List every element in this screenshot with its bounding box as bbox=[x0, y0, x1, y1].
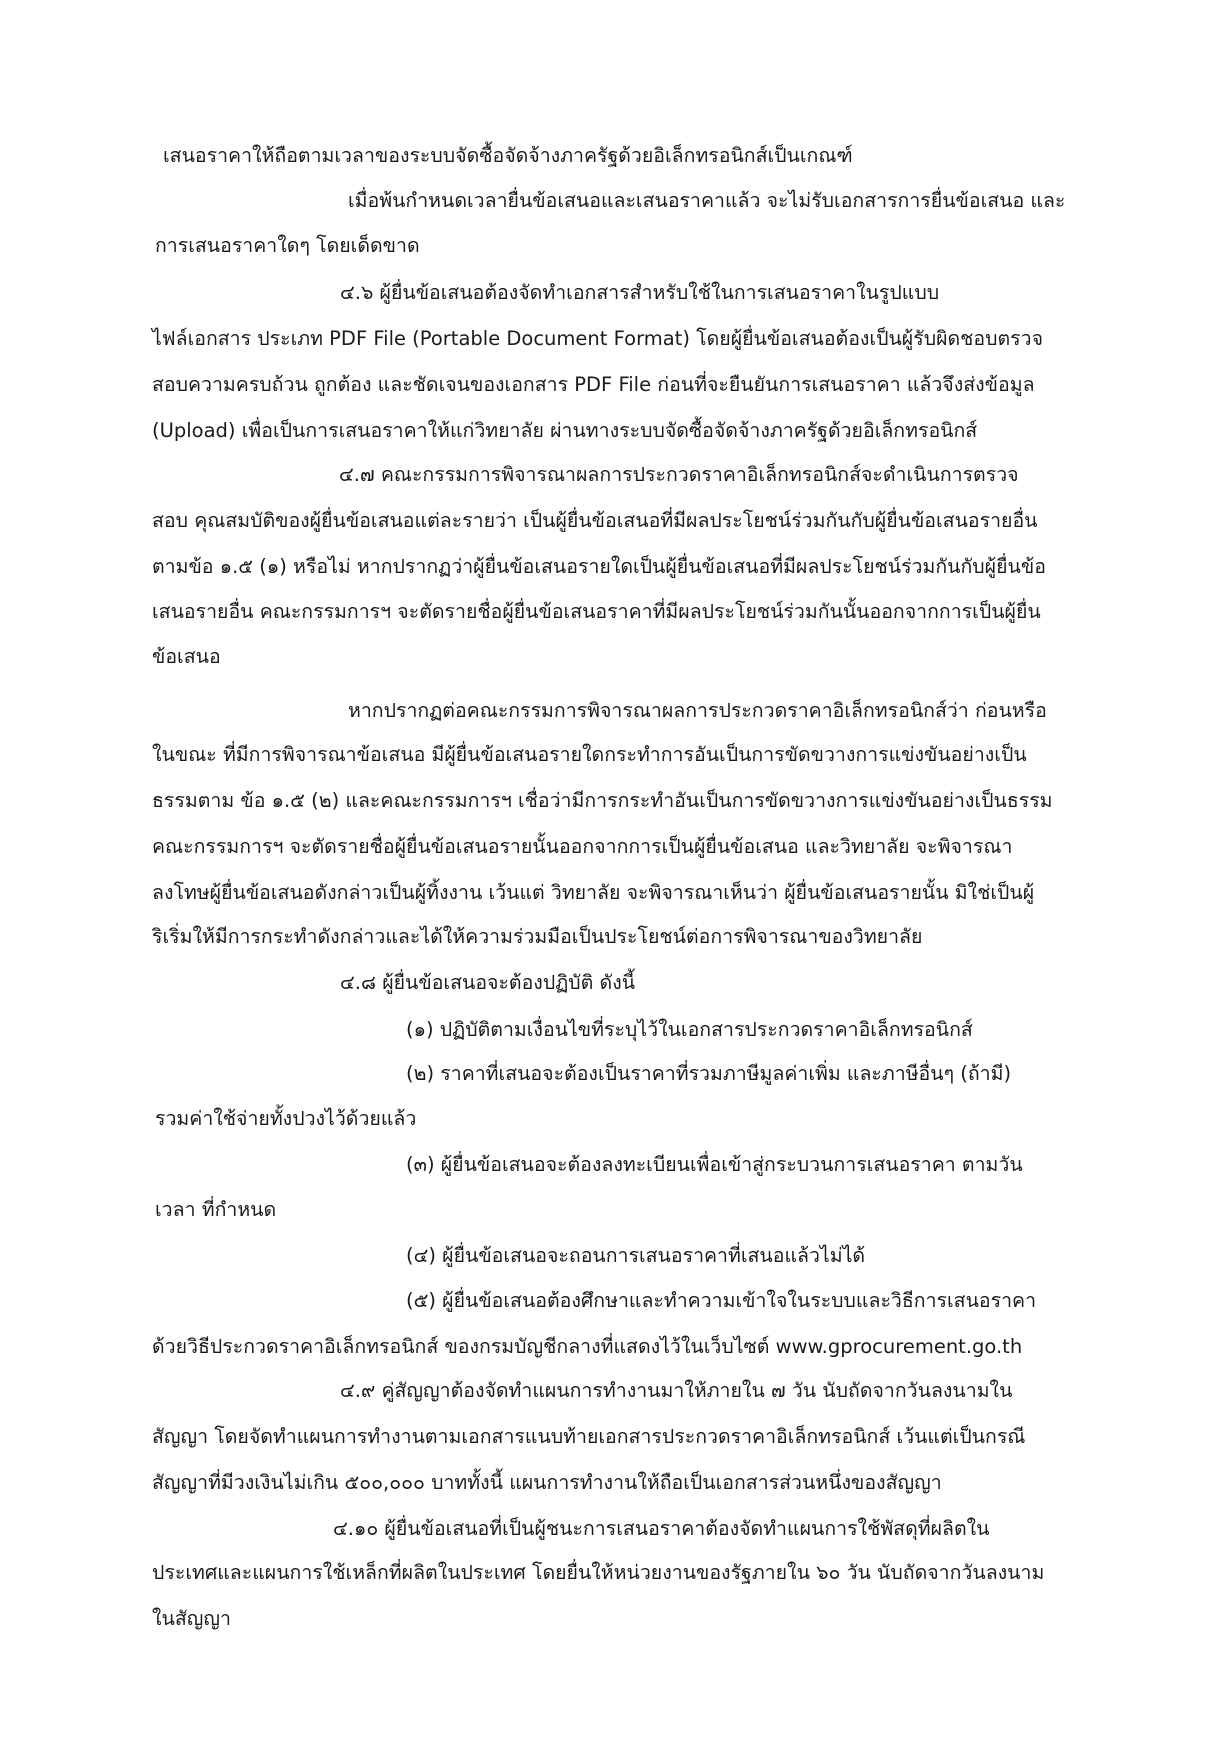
text-line: คณะกรรมการฯ จะตัดรายชื่อผู้ยื่นข้อเสนอรายนั้นออกจากการเป็นผู้ยื่นข้อเสนอ และวิทยาลัย จะพิจารณา bbox=[152, 835, 1013, 858]
text-line: ธรรมตาม ข้อ ๑.๕ (๒) และคณะกรรมการฯ เชื่อว่ามีการกระทำอันเป็นการขัดขวางการแข่งขันอย่างเป็นธรรม bbox=[152, 789, 1053, 812]
text-line: ในขณะ ที่มีการพิจารณาข้อเสนอ มีผู้ยื่นข้อเสนอรายใดกระทำการอันเป็นการขัดขวางการแข่งขันอย่างเป็น bbox=[152, 743, 1027, 766]
text-line: ด้วยวิธีประกวดราคาอิเล็กทรอนิกส์ ของกรมบัญชีกลางที่แสดงไว้ในเว็บไซต์ www.gprocurement.go.th bbox=[152, 1335, 1023, 1358]
text-line: (๕) ผู้ยื่นข้อเสนอต้องศึกษาและทำความเข้าใจในระบบและวิธีการเสนอราคา bbox=[406, 1289, 1037, 1312]
text-line: หากปรากฏต่อคณะกรรมการพิจารณาผลการประกวดราคาอิเล็กทรอนิกส์ว่า ก่อนหรือ bbox=[348, 699, 1047, 722]
text-line: ประเทศและแผนการใช้เหล็กที่ผลิตในประเทศ โดยยื่นให้หน่วยงานของรัฐภายใน ๖๐ วัน นับถัดจากวันลงนาม bbox=[152, 1561, 1045, 1584]
text-line: (๒) ราคาที่เสนอจะต้องเป็นราคาที่รวมภาษีมูลค่าเพิ่ม และภาษีอื่นๆ (ถ้ามี) bbox=[406, 1062, 1012, 1085]
text-line: ในสัญญา bbox=[152, 1607, 231, 1630]
text-line: เวลา ที่กำหนด bbox=[155, 1198, 277, 1221]
text-line: สัญญา โดยจัดทำแผนการทำงานตามเอกสารแนบท้ายเอกสารประกวดราคาอิเล็กทรอนิกส์ เว้นแต่เป็นกรณี bbox=[152, 1425, 1026, 1448]
text-line: การเสนอราคาใดๆ โดยเด็ดขาด bbox=[155, 234, 420, 257]
text-line: สัญญาที่มีวงเงินไม่เกิน ๕๐๐,๐๐๐ บาททั้งนี้ แผนการทำงานให้ถือเป็นเอกสารส่วนหนึ่งของสัญญา bbox=[152, 1471, 942, 1494]
text-line: (๑) ปฏิบัติตามเงื่อนไขที่ระบุไว้ในเอกสารประกวดราคาอิเล็กทรอนิกส์ bbox=[406, 1018, 973, 1041]
text-line: เมื่อพ้นกำหนดเวลายื่นข้อเสนอและเสนอราคาแล้ว จะไม่รับเอกสารการยื่นข้อเสนอ และ bbox=[348, 189, 1066, 212]
text-line: ตามข้อ ๑.๕ (๑) หรือไม่ หากปรากฏว่าผู้ยื่นข้อเสนอรายใดเป็นผู้ยื่นข้อเสนอที่มีผลประโยชน์ร่วมกันกับผู้ยื่นข้อ bbox=[152, 555, 1046, 578]
text-line: สอบ คุณสมบัติของผู้ยื่นข้อเสนอแต่ละรายว่า เป็นผู้ยื่นข้อเสนอที่มีผลประโยชน์ร่วมกันกับผู้ยื่นข้อเสนอรายอื่น bbox=[152, 509, 1038, 532]
text-line: ๔.๗ คณะกรรมการพิจารณาผลการประกวดราคาอิเล็กทรอนิกส์จะดำเนินการตรวจ bbox=[339, 463, 1019, 486]
text-line: ไฟล์เอกสาร ประเภท PDF File (Portable Document Format) โดยผู้ยื่นข้อเสนอต้องเป็นผู้รับผิดชอบตรวจ bbox=[152, 327, 1044, 350]
text-line: เสนอราคาให้ถือตามเวลาของระบบจัดซื้อจัดจ้างภาครัฐด้วยอิเล็กทรอนิกส์เป็นเกณฑ์ bbox=[163, 144, 853, 167]
text-line: (๔) ผู้ยื่นข้อเสนอจะถอนการเสนอราคาที่เสนอแล้วไม่ได้ bbox=[406, 1244, 866, 1267]
text-line: ๔.๘ ผู้ยื่นข้อเสนอจะต้องปฏิบัติ ดังนี้ bbox=[340, 971, 636, 994]
text-line: (Upload) เพื่อเป็นการเสนอราคาให้แก่วิทยาลัย ผ่านทางระบบจัดซื้อจัดจ้างภาครัฐด้วยอิเล็กทรอนิกส์ bbox=[152, 419, 978, 442]
text-line: รวมค่าใช้จ่ายทั้งปวงไว้ด้วยแล้ว bbox=[155, 1107, 417, 1130]
text-line: ริเริ่มให้มีการกระทำดังกล่าวและได้ให้ความร่วมมือเป็นประโยชน์ต่อการพิจารณาของวิทยาลัย bbox=[152, 925, 923, 948]
text-line: ๔.๖ ผู้ยื่นข้อเสนอต้องจัดทำเอกสารสำหรับใช้ในการเสนอราคาในรูปแบบ bbox=[340, 281, 940, 304]
text-line: สอบความครบถ้วน ถูกต้อง และชัดเจนของเอกสาร PDF File ก่อนที่จะยืนยันการเสนอราคา แล้วจึงส่งข้อมูล bbox=[152, 373, 1035, 396]
text-line: ข้อเสนอ bbox=[152, 645, 221, 668]
text-line: ๔.๑๐ ผู้ยื่นข้อเสนอที่เป็นผู้ชนะการเสนอราคาต้องจัดทำแผนการใช้พัสดุที่ผลิตใน bbox=[333, 1517, 990, 1540]
text-line: ๔.๙ คู่สัญญาต้องจัดทำแผนการทำงานมาให้ภายใน ๗ วัน นับถัดจากวันลงนามใน bbox=[340, 1379, 1013, 1402]
text-line: (๓) ผู้ยื่นข้อเสนอจะต้องลงทะเบียนเพื่อเข้าสู่กระบวนการเสนอราคา ตามวัน bbox=[406, 1153, 1023, 1176]
text-line: ลงโทษผู้ยื่นข้อเสนอดังกล่าวเป็นผู้ทิ้งงาน เว้นแต่ วิทยาลัย จะพิจารณาเห็นว่า ผู้ยื่นข้อเสนอรายนั้น มิใช่เป็นผู้ bbox=[152, 881, 1035, 904]
text-line: เสนอรายอื่น คณะกรรมการฯ จะตัดรายชื่อผู้ยื่นข้อเสนอราคาที่มีผลประโยชน์ร่วมกันนั้นออกจากการเป็นผู้ยื่น bbox=[152, 600, 1041, 623]
